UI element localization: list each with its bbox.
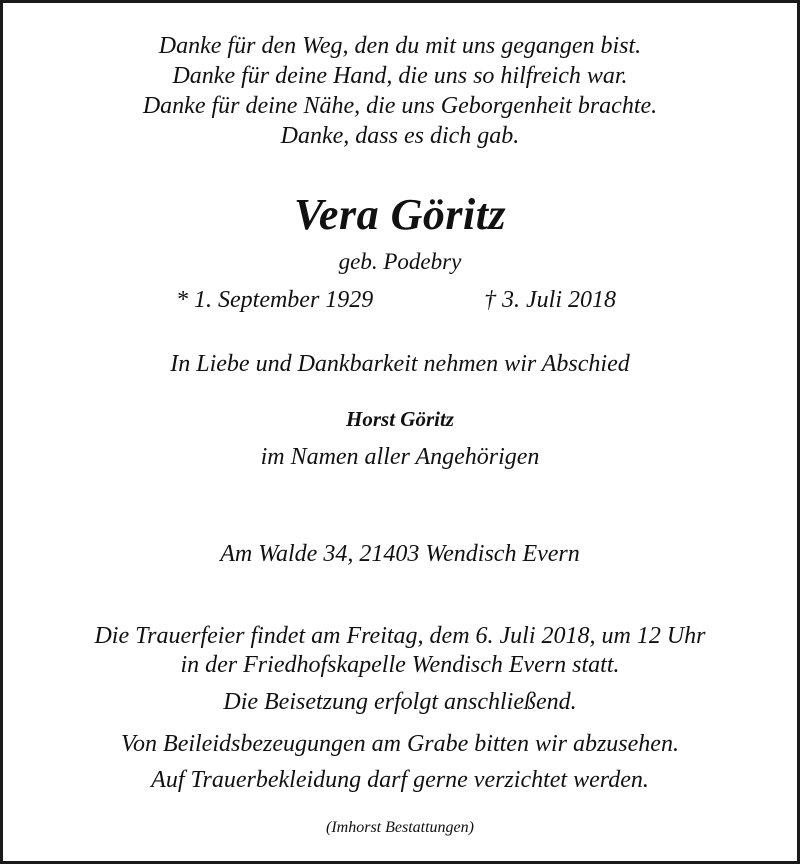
death-date: † 3. Juli 2018 (484, 287, 616, 313)
service-line-5: Auf Trauerbekleidung darf gerne verzichtet werden. (151, 767, 649, 793)
poem-line-2: Danke für deine Hand, die uns so hilfreich war. (172, 63, 628, 89)
undertaker-credit: (Imhorst Bestattungen) (326, 819, 474, 836)
deceased-name: Vera Göritz (293, 190, 507, 239)
address-line: Am Walde 34, 21403 Wendisch Evern (220, 541, 580, 567)
service-line-2: in der Friedhofskapelle Wendisch Evern statt. (180, 652, 620, 678)
service-line-3: Die Beisetzung erfolgt anschließend. (223, 689, 577, 715)
service-line-4: Von Beileidsbezeugungen am Grabe bitten wir abzusehen. (121, 731, 679, 757)
poem-line-3: Danke für deine Nähe, die uns Geborgenheit brachte. (142, 93, 658, 119)
signer-name: Horst Göritz (346, 407, 454, 431)
maiden-name: geb. Podebry (338, 249, 462, 274)
signer-note: im Namen aller Angehörigen (260, 444, 540, 470)
poem-line-4: Danke, dass es dich gab. (280, 123, 520, 149)
farewell-line: In Liebe und Dankbarkeit nehmen wir Abschied (170, 351, 630, 377)
poem-line-1: Danke für den Weg, den du mit uns gegangen bist. (158, 33, 642, 59)
service-line-1: Die Trauerfeier findet am Freitag, dem 6. Juli 2018, um 12 Uhr (94, 623, 706, 649)
birth-date: * 1. September 1929 (176, 287, 374, 313)
